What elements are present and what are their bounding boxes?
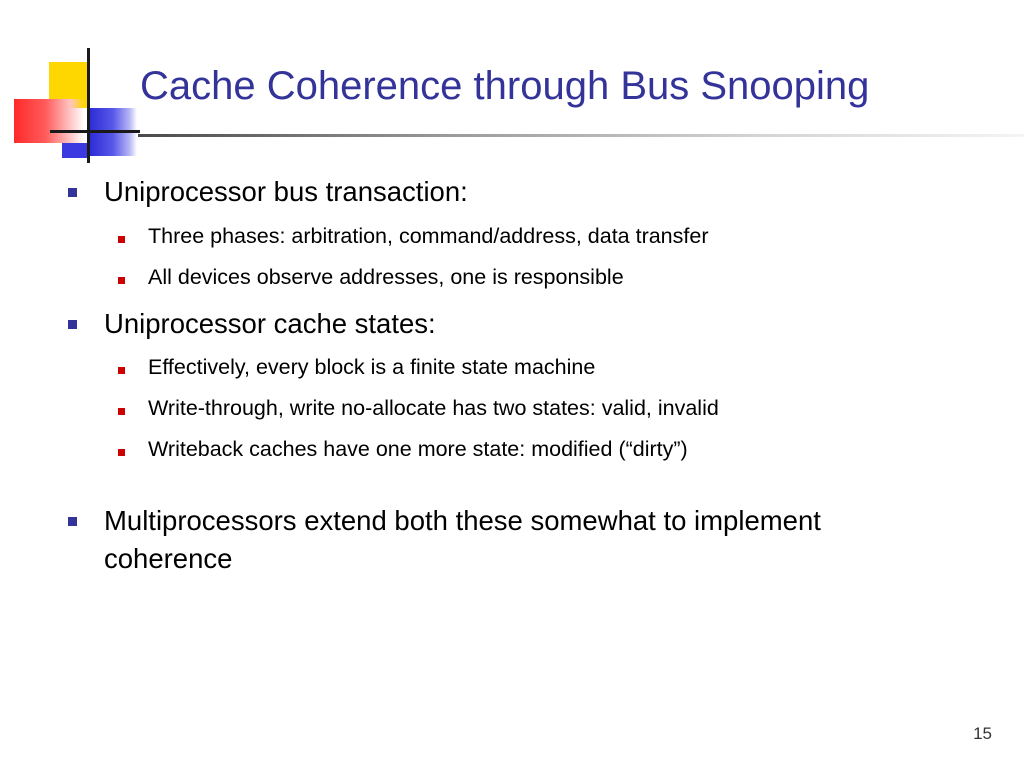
decorative-vertical-line xyxy=(87,48,90,163)
level2-bullet-icon xyxy=(118,408,125,415)
page-number: 15 xyxy=(973,724,992,743)
bullet-heading-2: Uniprocessor cache states: xyxy=(104,308,436,339)
bullet-heading-3: Multiprocessors extend both these somewhat to implement coherence xyxy=(104,505,821,574)
level2-bullet-icon xyxy=(118,367,125,374)
decorative-horizontal-line xyxy=(50,130,140,133)
level1-bullet-icon xyxy=(68,517,77,526)
slide-title: Cache Coherence through Bus Snooping xyxy=(140,64,870,108)
level2-bullet-icon xyxy=(118,277,125,284)
level1-bullet-icon xyxy=(68,320,77,329)
title-divider xyxy=(138,134,1024,137)
level2-bullet-icon xyxy=(118,449,125,456)
decorative-red-square xyxy=(14,99,84,143)
sub-bullet-2-1: Effectively, every block is a finite state machine xyxy=(148,355,596,379)
sub-bullet-2-2: Write-through, write no-allocate has two states: valid, invalid xyxy=(148,396,719,420)
bullet-heading-1: Uniprocessor bus transaction: xyxy=(104,176,468,207)
level1-bullet-icon xyxy=(68,188,77,197)
sub-bullet-1-2: All devices observe addresses, one is responsible xyxy=(148,265,624,289)
decorative-blue-block xyxy=(62,143,89,158)
sub-bullet-2-3: Writeback caches have one more state: modified (“dirty”) xyxy=(148,437,688,461)
level2-bullet-icon xyxy=(118,236,125,243)
sub-bullet-1-1: Three phases: arbitration, command/address, data transfer xyxy=(148,224,709,248)
